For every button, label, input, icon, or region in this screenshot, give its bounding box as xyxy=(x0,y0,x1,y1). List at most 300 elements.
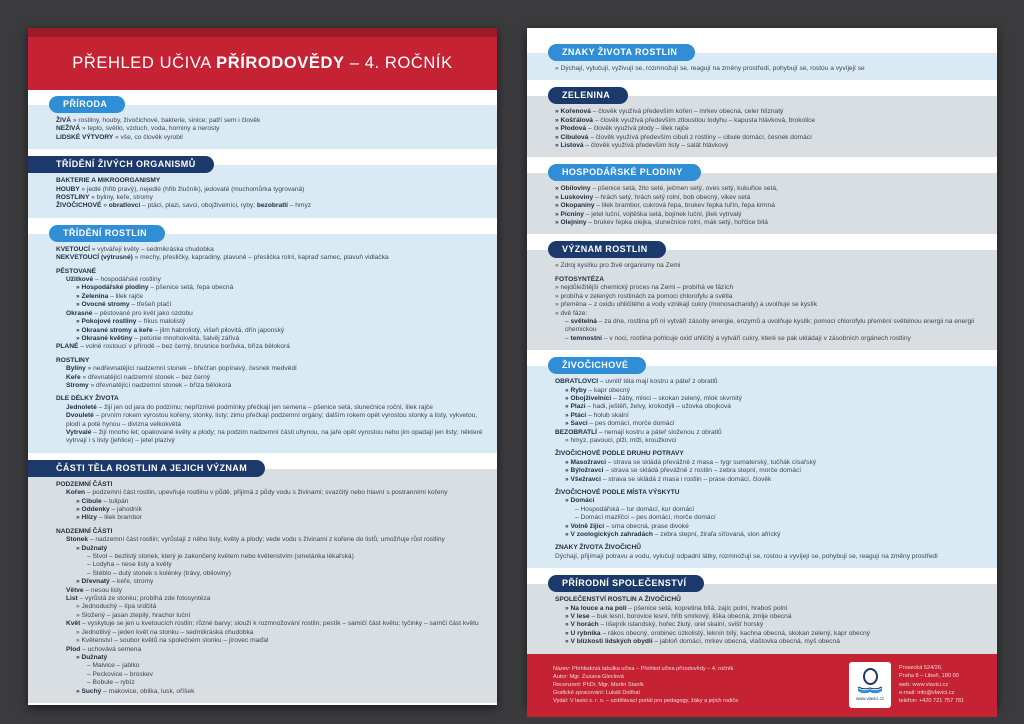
page1-title-band xyxy=(28,28,497,90)
text-line xyxy=(555,378,985,386)
section-header-pill: ČÁSTI TĚLA ROSTLIN A JEJICH VÝZNAM xyxy=(28,460,265,477)
text-line xyxy=(56,374,485,382)
section-header-pill: VÝZNAM ROSTLIN xyxy=(548,241,666,258)
text-line xyxy=(555,219,985,227)
text-line xyxy=(56,177,485,185)
term-description: – lišejník islandský, hořec žlutý, orel skalní, svišť horský xyxy=(600,621,764,629)
term-description: » teplo, světlo, vzduch, voda, horniny a nerosty xyxy=(82,125,220,133)
term-description: Dýchají, přijímají potravu a vodu, vylučují odpadní látky, rozmnožují se, rostou a vyvíjejí se, pohybují se, reagují na změny prostředí xyxy=(555,552,938,560)
text-line xyxy=(56,357,485,365)
text-line xyxy=(555,185,985,193)
term-label: » Zelenina xyxy=(76,292,111,300)
term-label: » Dřevnatý xyxy=(76,578,112,586)
term-label: » Savci xyxy=(565,420,590,428)
text-line xyxy=(555,437,985,445)
term-description: » dvě fáze: xyxy=(555,309,588,317)
term-description: » Zdroj kyslíku pro živé organismy na Zemi xyxy=(555,262,681,270)
text-line xyxy=(56,620,485,628)
term-description: » dřevnatějící nadzemní stonek – bez černý xyxy=(82,373,211,381)
text-line xyxy=(56,688,485,696)
term-description: – Malvice – jablko xyxy=(87,662,140,670)
page-title xyxy=(72,54,452,73)
term-label: Květ xyxy=(66,620,83,628)
text-line xyxy=(555,293,985,301)
open-book-icon xyxy=(857,686,883,695)
text-line xyxy=(56,254,485,262)
text-line xyxy=(555,142,985,150)
text-line xyxy=(56,506,485,514)
text-line xyxy=(56,293,485,301)
term-label: » Okrasné květiny xyxy=(76,334,135,342)
term-label: » Býložravci xyxy=(565,467,606,475)
text-line xyxy=(56,671,485,679)
content-section xyxy=(527,42,997,80)
term-description: » mechy, přesličky, kapradiny, plavuně – přeslička rolní, kapraď samec, plavuň vidlačka xyxy=(134,254,389,262)
footer-credit-line: Vydal: V lavici s. r. o. – vzdělávací portál pro pedagogy, žáky a jejich rodiče xyxy=(553,697,739,704)
term-description: – zebra stepní, žirafa síťovaná, slon africký xyxy=(654,531,781,539)
term-description: – jahodník xyxy=(111,506,142,513)
term-label: » Dužnatý xyxy=(76,653,108,661)
term-description: » nedřevnatějící nadzemní stonek – břečťan popínavý, česnek medvědí xyxy=(87,365,297,373)
text-line xyxy=(555,202,985,210)
text-line xyxy=(555,318,985,335)
term-label: NEŽIVÁ xyxy=(56,125,83,133)
term-description: – holub skalní xyxy=(588,411,629,419)
term-description: – jilm habrolistý, višeň pilovitá, dřín japonský xyxy=(154,326,285,334)
term-label: List xyxy=(66,595,80,603)
term-label: NEKVETOUCÍ (výtrusné) xyxy=(56,254,135,262)
term-label: ROSTLINY xyxy=(56,356,90,364)
section-body xyxy=(527,173,997,234)
text-line xyxy=(555,506,985,514)
text-line xyxy=(56,310,485,318)
section-header-pill: PŘÍRODNÍ SPOLEČENSTVÍ xyxy=(548,575,704,592)
footer-credit-line: Název: Přehledová tabulka učiva – Přehled učiva přírodovědy – 4. ročník xyxy=(553,665,734,672)
section-body xyxy=(527,366,997,568)
term-label: ZNAKY ŽIVOTA ŽIVOČICHŮ xyxy=(555,544,641,552)
term-description: – uvnitř těla mají kostru a páteř z obratlů xyxy=(599,378,718,386)
page-title-pre: PŘEHLED UČIVA xyxy=(72,54,217,72)
text-line xyxy=(555,613,985,621)
term-description: – lilek brambor xyxy=(98,514,142,522)
term-label: PLANÉ xyxy=(56,343,81,351)
text-line xyxy=(56,202,485,210)
term-label: Jednoleté xyxy=(66,403,99,411)
text-line xyxy=(555,310,985,318)
term-description: – za dne, rostlina při ní vytváří zásoby energie, enzymů a uvolňuje kyslík; pomocí chlorofylu přemění světelnou energii na energii chemickou xyxy=(565,317,975,334)
term-label: LIDSKÉ VÝTVORY xyxy=(56,133,115,141)
text-line xyxy=(555,301,985,309)
term-description: – petúnie mnohokvětá, šalvěj zářivá xyxy=(134,334,240,342)
text-line xyxy=(56,404,485,412)
publisher-footer xyxy=(527,654,997,717)
content-section xyxy=(527,573,997,653)
content-section xyxy=(28,458,497,703)
term-description: – jetel luční, vojtěška setá, bojínek luční, jílek vytrvalý xyxy=(585,210,742,218)
term-description: – třešeň ptačí xyxy=(131,301,172,309)
text-line xyxy=(555,412,985,420)
text-line xyxy=(555,194,985,202)
term-label: ŽIVOČICHOVÉ PODLE MÍSTA VÝSKYTU xyxy=(555,489,680,496)
section-header-pill: TŘÍDĚNÍ ŽIVÝCH ORGANISMŮ xyxy=(28,156,214,173)
content-section xyxy=(527,85,997,157)
term-label: » V zoologických zahradách xyxy=(565,531,655,539)
term-description: – člověk využívá především kořen – mrkev obecná, celer hlíznatý xyxy=(592,108,784,116)
term-description: – Stvol – bezlistý stonek, který je zakončený květem nebo květenstvím (smetánka lékařská) xyxy=(87,553,354,561)
term-description: – nemají kostru a páteř složenou z obratlů xyxy=(598,428,722,436)
term-description: » Jednotlivý – jeden květ na stonku – sedmikráska chudobka xyxy=(76,628,254,636)
text-line xyxy=(56,629,485,637)
term-description: – Stéblo – dutý stonek s kolénky (trávy, obiloviny) xyxy=(87,569,231,577)
term-label: Větve xyxy=(66,586,86,594)
term-description: – pes domácí, morče domácí xyxy=(589,420,675,428)
text-line xyxy=(56,595,485,603)
vlavici-logo xyxy=(849,662,891,708)
term-label: » Masožravci xyxy=(565,458,608,466)
term-label: DLE DÉLKY ŽIVOTA xyxy=(56,395,119,403)
term-description: – buk lesní, borovice lesní, hřib smrkový, liška obecná, zmije obecná xyxy=(591,613,792,621)
term-description: – Bobule – rybíz xyxy=(87,679,135,687)
footer-credit-line: Recenzent: PhDr. Mgr. Martin Staník xyxy=(553,681,644,688)
term-description: » vytvářejí květy – sedmikráska chudobka xyxy=(91,245,214,253)
text-line xyxy=(56,654,485,662)
text-line xyxy=(555,450,985,458)
text-line xyxy=(56,343,485,351)
term-label: FOTOSYNTÉZA xyxy=(555,275,604,283)
content-section xyxy=(28,94,497,149)
text-line xyxy=(555,638,985,646)
text-line xyxy=(555,467,985,475)
term-description: » jedlé (hřib pravý), nejedlé (hřib žlučník), jedovaté (muchomůrka tygrovaná) xyxy=(81,185,305,193)
text-line xyxy=(555,211,985,219)
term-description: » Složený – jasan ztepilý, hrachor luční xyxy=(76,611,191,619)
term-label: » Plazi xyxy=(565,403,588,411)
text-line xyxy=(56,498,485,506)
term-description: » dřevnatějící nadzemní stonek – bříza bělokorá xyxy=(90,381,232,389)
term-label: Stromy xyxy=(66,381,91,389)
term-label: » Okopaniny xyxy=(555,202,597,210)
term-label: ŽIVOČICHOVÉ xyxy=(56,202,104,210)
term-description: – Lodyha – nese listy a květy xyxy=(87,561,172,569)
text-line xyxy=(56,553,485,561)
term-label: Okrasné xyxy=(66,309,95,317)
poster-page-2 xyxy=(527,28,997,705)
text-line xyxy=(56,646,485,654)
text-line xyxy=(56,514,485,522)
term-label: » Na louce a na poli xyxy=(565,604,629,612)
term-label: Vytrvalé xyxy=(66,428,94,436)
section-body xyxy=(527,584,997,653)
text-line xyxy=(555,531,985,539)
term-description: – makovice, obilka, lusk, oříšek xyxy=(103,687,195,695)
term-label: » V blízkosti lidských obydlí xyxy=(565,638,655,646)
term-label: » Obiloviny xyxy=(555,185,593,193)
text-line xyxy=(56,603,485,611)
term-description: – srna obecná, prase divoké xyxy=(605,522,689,530)
term-description: – xyxy=(565,317,571,325)
text-line xyxy=(555,284,985,292)
term-label: » Okrasné stromy a keře xyxy=(76,326,155,334)
term-label: Dvouleté xyxy=(66,412,96,420)
term-label: Užitkové xyxy=(66,276,95,284)
term-description: – volně rostoucí v přírodě – bez černý, brusnice borůvka, bříza bělokorá xyxy=(80,343,290,351)
term-description: – strava se skládá převážně z masa – tygr sumaterský, tučňák císařský xyxy=(607,458,817,466)
term-label: PODZEMNÍ ČÁSTI xyxy=(56,480,113,488)
section-body xyxy=(28,469,497,703)
text-line xyxy=(56,528,485,536)
text-line xyxy=(56,134,485,142)
section-header-pill: HOSPODÁŘSKÉ PLODINY xyxy=(548,164,701,181)
text-line xyxy=(555,262,985,270)
text-line xyxy=(56,429,485,446)
text-line xyxy=(56,382,485,390)
text-line xyxy=(56,578,485,586)
text-line xyxy=(555,108,985,116)
term-description: – strava se skládá z masa i rostlin – prase domácí, člověk xyxy=(602,475,772,483)
term-label: » Domácí xyxy=(565,497,595,505)
term-description: – hmyz xyxy=(287,202,312,210)
term-label: » Suchý xyxy=(76,687,104,695)
content-section xyxy=(527,239,997,350)
footer-contact-line: web: www.vlavici.cz xyxy=(899,681,949,688)
term-description: – člověk využívá plody – lilek rajče xyxy=(587,125,689,133)
text-line xyxy=(555,65,985,73)
term-label: » Cibulová xyxy=(555,133,591,141)
text-line xyxy=(555,544,985,552)
content-section xyxy=(527,162,997,234)
text-line xyxy=(56,318,485,326)
term-description: – lilek rajče xyxy=(110,292,144,300)
text-line xyxy=(555,395,985,403)
term-description: – uchovává semena xyxy=(82,645,142,653)
text-line xyxy=(555,514,985,522)
text-line xyxy=(555,553,985,561)
text-line xyxy=(555,420,985,428)
term-description: » xyxy=(103,202,109,210)
page2-sections xyxy=(527,28,997,654)
term-description: » Jednoduchý – lípa srdčitá xyxy=(76,603,157,611)
text-line xyxy=(56,489,485,497)
term-label: » Volně žijící xyxy=(565,522,606,530)
term-description: – kapr obecný xyxy=(588,386,630,394)
term-description: – xyxy=(565,334,571,342)
section-body xyxy=(28,165,497,218)
term-label: Byliny xyxy=(66,365,88,373)
term-label: PĚSTOVANÉ xyxy=(56,267,97,275)
term-description: – žáby, mloci – skokan zelený, mlok skvrnitý xyxy=(613,394,742,402)
term-description: – prvním rokem vyrostou kořeny, stonky, listy; zimu přečkají podzemní orgány; dalším rokem opět vyrostou stonky a listy, vykvetou, plodí a poté hynou – divizna velkokvětá xyxy=(66,412,478,428)
text-line xyxy=(56,545,485,553)
term-description: – podzemní část rostlin, upevňuje rostlinu v půdě, přijímá z půdy vodu s živinami; svazčitý nebo hlavní s postranními kořeny xyxy=(86,489,448,497)
section-body xyxy=(527,96,997,157)
term-label: » Olejniny xyxy=(555,219,589,227)
text-line xyxy=(56,301,485,309)
text-line xyxy=(555,523,985,531)
text-line xyxy=(56,412,485,429)
text-line xyxy=(56,395,485,403)
term-description: » Květenství – soubor květů na společném stonku – jírovec maďal xyxy=(76,637,269,645)
text-line xyxy=(56,662,485,670)
text-line xyxy=(555,429,985,437)
content-section xyxy=(527,355,997,568)
text-line xyxy=(555,403,985,411)
term-description: – Peckovice – broskev xyxy=(87,670,153,678)
term-label: » Košťálová xyxy=(555,116,595,124)
text-line xyxy=(555,630,985,638)
term-description: – člověk využívá především listy – salát hlávkový xyxy=(585,142,729,150)
text-line xyxy=(56,276,485,284)
term-label: » Ptáci xyxy=(565,411,589,419)
term-label: Stonek xyxy=(66,536,90,544)
text-line xyxy=(56,679,485,687)
footer-contact-line: Prosecká 524/26, xyxy=(899,665,943,672)
term-label: » U rybníka xyxy=(565,629,603,637)
term-description: – hadi, ještěři, želvy, krokodýli – užovka obojková xyxy=(587,403,731,411)
term-label: » Luskoviny xyxy=(555,193,595,201)
term-label: » Hlízy xyxy=(76,514,99,522)
text-line xyxy=(56,125,485,133)
text-line xyxy=(555,117,985,125)
term-label: NADZEMNÍ ČÁSTI xyxy=(56,527,113,535)
term-label: » Dužnatý xyxy=(76,544,108,552)
footer-contact xyxy=(899,664,987,705)
term-label: SPOLEČENSTVÍ ROSTLIN A ŽIVOČICHŮ xyxy=(555,596,681,604)
text-line xyxy=(555,605,985,613)
content-section xyxy=(28,154,497,218)
term-label: » V lese xyxy=(565,613,592,621)
term-description: – hospodářské rostliny xyxy=(94,276,161,284)
term-label: » Všežravci xyxy=(565,475,603,483)
text-line xyxy=(555,621,985,629)
term-label: » Cibule xyxy=(76,497,104,505)
term-description: – strava se skládá převážně z rostlin – zebra stepní, morče domácí xyxy=(605,467,802,475)
page-title-grade: – 4. ROČNÍK xyxy=(344,54,453,72)
term-description: – vyrůstá ze stonku; probíhá zde fotosyntéza xyxy=(79,595,211,603)
term-label: » Oddenky xyxy=(76,506,112,513)
term-description: – tulipán xyxy=(103,497,129,505)
term-description: – hrách setý, hrách setý rolní, bob obecný, vikev setá xyxy=(594,193,751,201)
term-description: – pšenice setá, řepa obecná xyxy=(150,284,234,292)
text-line xyxy=(56,481,485,489)
page-title-subject: PŘÍRODOVĚDY xyxy=(216,54,345,72)
footer-credit-line: Grafické zpracování: Lukáš Dolíhal xyxy=(553,689,640,696)
term-description: – rákos obecný, orobinec úzkolistý, leknín bílý, kachna obecná, skokan zelený, kapr obecný xyxy=(602,629,870,637)
text-line xyxy=(555,476,985,484)
term-label: ROSTLINY xyxy=(56,194,92,202)
term-label: BAKTERIE A MIKROORGANISMY xyxy=(56,177,161,185)
term-description: – pšenice setá, kopretina bílá, zajíc polní, hraboš polní xyxy=(628,604,788,612)
text-line xyxy=(555,125,985,133)
content-section xyxy=(28,223,497,453)
term-description: – ptáci, plazi, savci, obojživelníci, ryby; xyxy=(140,202,257,210)
text-line xyxy=(56,561,485,569)
term-description: » byliny, keře, stromy xyxy=(91,194,153,202)
text-line xyxy=(555,489,985,497)
term-label: HOUBY xyxy=(56,185,82,193)
section-header-pill: ZELENINA xyxy=(548,87,628,104)
term-label: obratlovci xyxy=(108,202,141,210)
text-line xyxy=(555,335,985,343)
term-label: » Pícniny xyxy=(555,210,586,218)
term-description: – jabloň domácí, mrkev obecná, vlaštovka obecná, myš obecná xyxy=(654,638,840,646)
section-header-pill: ŽIVOČICHOVÉ xyxy=(548,357,646,374)
section-header-pill: ZNAKY ŽIVOTA ROSTLIN xyxy=(548,44,695,61)
footer-contact-line: Praha 8 – Libeň, 180 00 xyxy=(899,673,959,680)
footer-contact-line: e-mail: info@vlavici.cz xyxy=(899,689,955,696)
text-line xyxy=(555,134,985,142)
footer-credit-line: Autor: Mgr. Zuzana Gleclová xyxy=(553,673,624,680)
section-body xyxy=(527,250,997,350)
term-description: – žijí jen od jara do podzimu; nepříznivé podmínky přečkají jen semena – pšenice setá, slunečnice roční, lilek rajče xyxy=(98,403,433,411)
term-label: » Ryby xyxy=(565,386,589,394)
term-description: – vyskytuje se jen u kvetoucích rostlin; různé barvy; slouží k rozmnožování rostlin; pestík – samičí část květu; tyčinky – samčí část květu xyxy=(82,620,479,628)
term-label: KVETOUCÍ xyxy=(56,245,92,253)
term-label: » Hospodářské plodiny xyxy=(76,284,151,292)
term-description: » přeměna – z oxidu uhličitého a vody vznikají cukry (monosacharidy) a uvolňuje se kyslík xyxy=(555,301,818,309)
text-line xyxy=(555,387,985,395)
term-description: – pěstované pro květ jako ozdobu xyxy=(94,309,193,317)
term-label: » Pokojové rostliny xyxy=(76,318,139,326)
term-label: ŽIVOČICHOVÉ PODLE DRUHU POTRAVY xyxy=(555,450,684,458)
section-body xyxy=(28,234,497,453)
term-description: – pšenice setá, žito seté, ječmen setý, oves setý, kukuřice setá, xyxy=(592,185,778,193)
term-label: » Listová xyxy=(555,142,586,150)
term-label: BEZOBRATLÍ xyxy=(555,428,599,436)
term-description: – lilek brambor, cukrová řepa, brukev řepka tuřín, řepa krmná xyxy=(596,202,775,210)
text-line xyxy=(56,246,485,254)
text-line xyxy=(56,536,485,544)
term-label: » Kořenová xyxy=(555,108,593,116)
footer-contact-line: telefon: +420 721 757 781 xyxy=(899,697,965,704)
term-description: – Hospodářská – tur domácí, kur domácí xyxy=(575,505,695,513)
text-line xyxy=(56,327,485,335)
term-label: temnostní xyxy=(570,334,603,342)
text-line xyxy=(56,365,485,373)
term-description: – brukev řepka olejka, slunečnice rolní, mák setý, hořčice bílá xyxy=(588,219,768,227)
term-label: » Obojživelníci xyxy=(565,394,614,402)
term-description: – člověk využívá především cibuli z rostliny – cibule domácí, česnek domácí xyxy=(590,133,812,141)
text-line xyxy=(56,268,485,276)
text-line xyxy=(56,570,485,578)
term-description: » probíhá v zelených rostlinách za pomoci chlorofylu a světla xyxy=(555,292,733,300)
term-description: » hmyz, pavouci, plži, mlži, kroužkovci xyxy=(565,436,677,444)
text-line xyxy=(555,459,985,467)
term-description: – žijí mnoho let; opakované květy a plody; na podzim nadzemní části uhynou, na jaře opět vyrostou nebo jim opadají jen listy; některé vytrvají i s listy (jehlice) – jetel plazivý xyxy=(66,428,483,445)
term-label: » V horách xyxy=(565,621,601,629)
term-description: » nejdůležitější chemický proces na Zemi – probíhá ve fázích xyxy=(555,284,734,292)
term-description: » vše, co člověk vyrobil xyxy=(115,133,183,141)
text-line xyxy=(56,186,485,194)
text-line xyxy=(555,596,985,604)
term-description: » Dýchají, vylučují, vyživují se, rozmnožují se, reagují na změny prostředí, pohybují se, rostou a vyvíjejí se xyxy=(555,65,865,72)
footer-credits xyxy=(553,665,841,705)
term-description: – člověk využívá především ztloustlou lodyhu – kapusta hlávková, brokolice xyxy=(594,116,816,124)
term-label: světelná xyxy=(570,317,597,325)
term-label: Keře xyxy=(66,373,83,381)
logo-caption: www.vlavici.cz xyxy=(855,696,885,702)
term-label: ŽIVÁ xyxy=(56,117,73,124)
section-header-pill: PŘÍRODA xyxy=(49,96,125,113)
term-label: bezobratlí xyxy=(256,202,288,210)
term-label: OBRATLOVCI xyxy=(555,378,600,386)
section-header-pill: TŘÍDĚNÍ ROSTLIN xyxy=(49,225,165,242)
term-description: » rostliny, houby, živočichové, bakterie, sinice; patří sem i člověk xyxy=(72,117,261,124)
term-label: » Ovocné stromy xyxy=(76,301,132,309)
term-description: – fíkus malolistý xyxy=(138,318,186,326)
text-line xyxy=(56,637,485,645)
term-label: » Plodová xyxy=(555,125,588,133)
logo-letter-o-icon xyxy=(863,668,878,685)
